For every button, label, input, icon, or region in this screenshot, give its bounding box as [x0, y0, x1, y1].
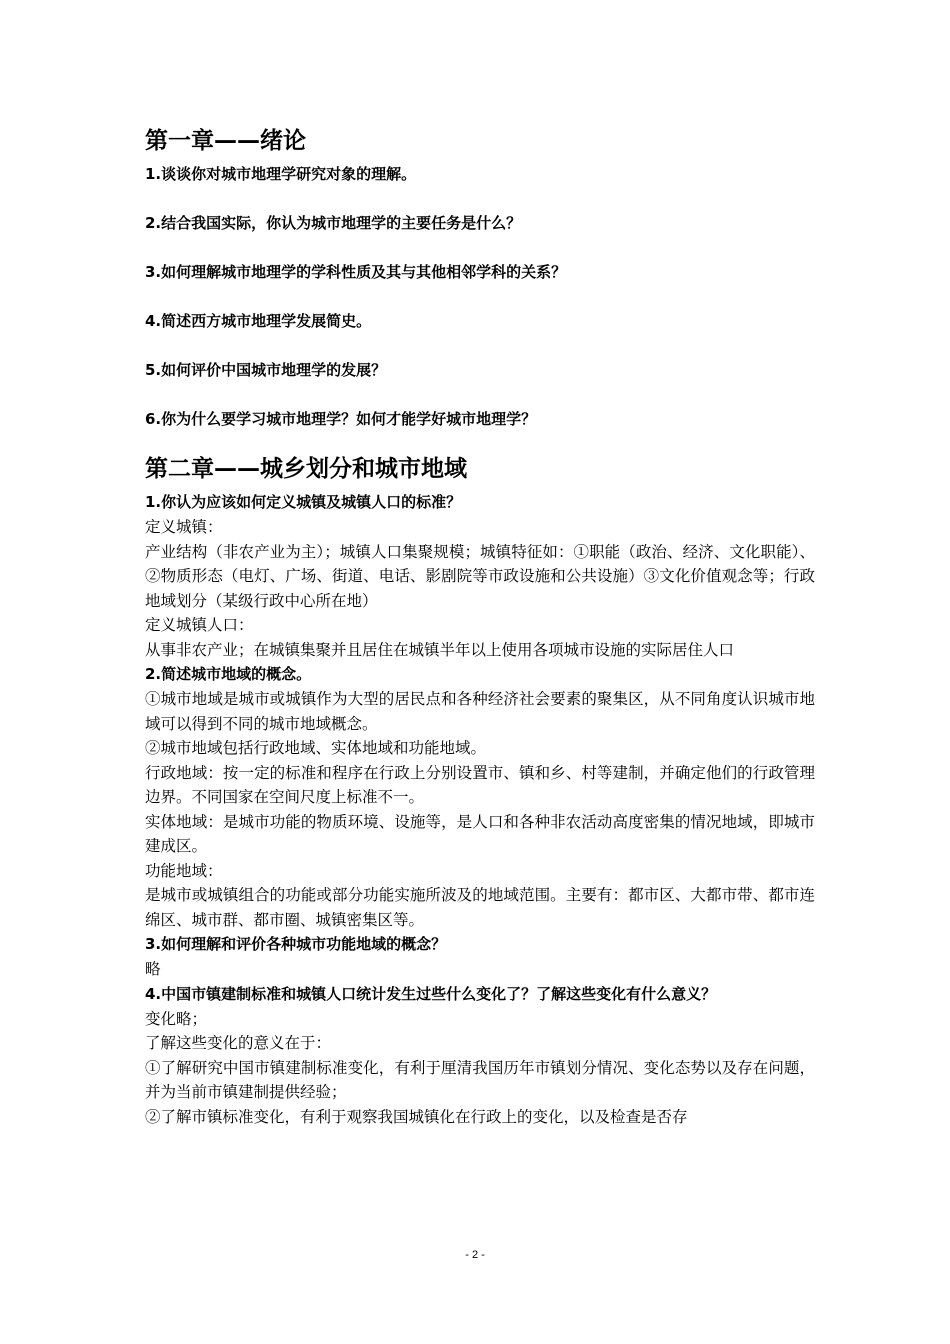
- chapter2-question-2: 2.简述城市地域的概念。: [145, 665, 312, 683]
- chapter2-question-3: 3.如何理解和评价各种城市功能地域的概念？: [145, 935, 447, 953]
- chapter1-title: 第一章——绪论: [145, 128, 306, 154]
- answer-line: 行政地域：按一定的标准和程序在行政上分别设置市、镇和乡、村等建制，并确定他们的行政管理边界。不同国家在空间尺度上标准不一。: [145, 763, 815, 806]
- chapter2-question-1: 1.你认为应该如何定义城镇及城镇人口的标准？: [145, 493, 462, 511]
- answer-line: ①城市地域是城市或城镇作为大型的居民点和各种经济社会要素的聚集区，从不同角度认识城市地域可以得到不同的城市地域概念。: [145, 690, 815, 733]
- page-content: [145, 124, 815, 1129]
- chapter2-title: 第二章——城乡划分和城市地域: [145, 456, 467, 482]
- answer-line: ②城市地域包括行政地域、实体地域和功能地域。: [145, 739, 487, 757]
- answer-line: 功能地域：: [145, 861, 223, 880]
- answer-line: 是城市或城镇组合的功能或部分功能实施所波及的地域范围。主要有：都市区、大都市带、都市连绵区、城市群、都市圈、城镇密集区等。: [145, 886, 815, 929]
- chapter1-question-1: 1.谈谈你对城市地理学研究对象的理解。: [145, 165, 417, 183]
- chapter1-question-6: 6.你为什么要学习城市地理学？如何才能学好城市地理学？: [145, 410, 537, 428]
- answer-line: 了解这些变化的意义在于：: [145, 1034, 332, 1052]
- answer-line: ②了解市镇标准变化，有利于观察我国城镇化在行政上的变化，以及检查是否存: [145, 1107, 688, 1126]
- chapter1-question-5: 5.如何评价中国城市地理学的发展？: [145, 361, 387, 379]
- answer-line: 从事非农产业；在城镇集聚并且居住在城镇半年以上使用各项城市设施的实际居住人口: [145, 640, 735, 659]
- answer-line: 实体地域：是城市功能的物质环境、设施等，是人口和各种非农活动高度密集的情况地域，即城市建成区。: [145, 812, 815, 855]
- answer-line: ①了解研究中国市镇建制标准变化，有利于厘清我国历年市镇划分情况、变化态势以及存在问题，并为当前市镇建制提供经验；: [145, 1058, 815, 1101]
- chapter1-question-2: 2.结合我国实际，你认为城市地理学的主要任务是什么？: [145, 214, 522, 232]
- answer-line: 定义城镇：: [145, 518, 223, 536]
- answer-line: 变化略；: [145, 1009, 208, 1028]
- answer-line: 产业结构（非农产业为主）；城镇人口集聚规模；城镇特征如：①职能（政治、经济、文化职能）、②物质形态（电灯、广场、街道、电话、影剧院等市政设施和公共设施）③文化价值观念等；行政地域划分（某级行政中心所在地）: [145, 542, 815, 610]
- page-number: - 2 -: [465, 1249, 485, 1261]
- answer-line: 定义城镇人口：: [145, 616, 254, 634]
- chapter1-question-4: 4.简述西方城市地理学发展简史。: [145, 312, 372, 330]
- chapter2-question-4: 4.中国市镇建制标准和城镇人口统计发生过些什么变化了？了解这些变化有什么意义？: [145, 984, 717, 1003]
- answer-line: 略: [145, 960, 161, 978]
- chapter1-question-3: 3.如何理解城市地理学的学科性质及其与其他相邻学科的关系？: [145, 263, 567, 281]
